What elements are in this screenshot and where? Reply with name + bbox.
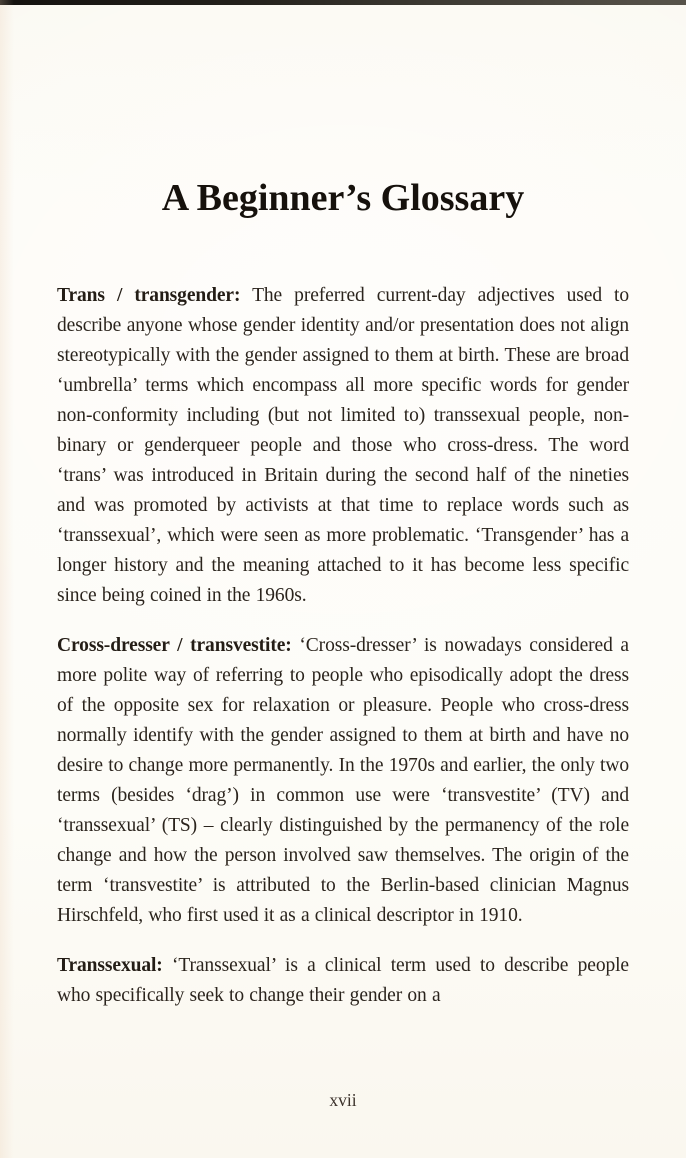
- paper-edge-tint: [0, 0, 14, 1158]
- glossary-definition: The preferred current-day adjectives used to describe anyone whose gender identity and/or presentation does not align stereotypically with the gender assigned to them at birth. These are broad ‘umbrella’ terms which encompass all more specific words for gender non-conformity including (but not limited to) transsexual people, non-binary or genderqueer people and those who cross-dress. The word ‘trans’ was introduced in Britain during the second half of the nineties and was promoted by activists at that time to replace words such as ‘transsexual’, which were seen as more problematic. ‘Transgender’ has a longer history and the meaning attached to it has become less specific since being coined in the 1960s.: [57, 285, 629, 606]
- glossary-entry-transsexual: [57, 951, 629, 1011]
- glossary-term: Cross-dresser / transvestite:: [57, 635, 292, 656]
- page-title: A Beginner’s Glossary: [161, 177, 525, 219]
- glossary-entry-trans-transgender: [57, 281, 629, 611]
- glossary-term: Trans / transgender:: [57, 285, 241, 306]
- page-number: xvii: [329, 1090, 357, 1110]
- glossary-definition: ‘Transsexual’ is a clinical term used to describe people who specifically seek to change their gender on a: [57, 955, 629, 1006]
- glossary-body: [57, 281, 629, 1031]
- glossary-term: Transsexual:: [57, 955, 163, 976]
- glossary-definition: ‘Cross-dresser’ is nowadays considered a more polite way of referring to people who episodically adopt the dress of the opposite sex for relaxation or pleasure. People who cross-dress normally identify with the gender assigned to them at birth and have no desire to change more permanently. In the 1970s and earlier, the only two terms (besides ‘drag’) in common use were ‘transvestite’ (TV) and ‘transsexual’ (TS) – clearly distinguished by the permanency of the role change and how the person involved saw themselves. The origin of the term ‘transvestite’ is attributed to the Berlin-based clinician Magnus Hirschfeld, who first used it as a clinical descriptor in 1910.: [57, 635, 629, 926]
- glossary-entry-cross-dresser-transvestite: [57, 631, 629, 931]
- scan-edge-top: [0, 0, 686, 5]
